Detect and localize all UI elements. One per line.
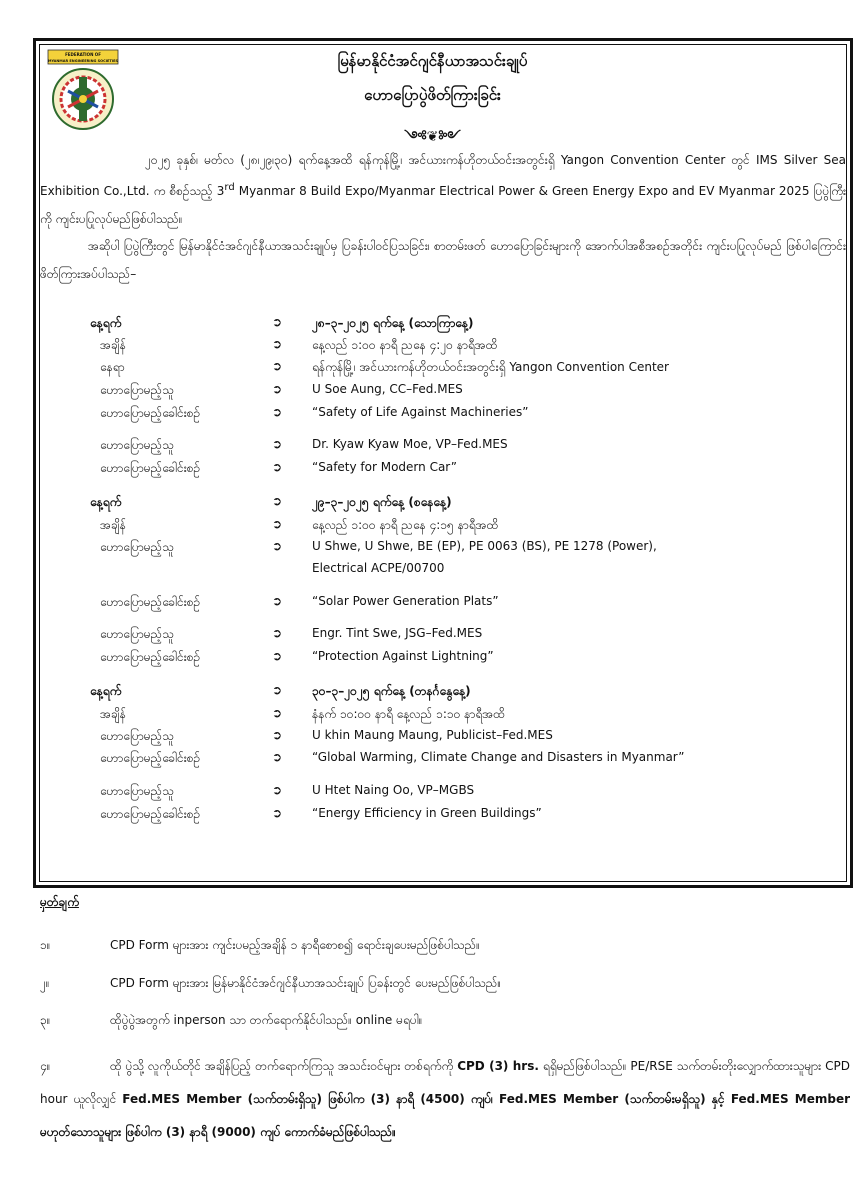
schedule-value: နေ့လည် ၁:၀၀ နာရီ ညနေ ၄:၂၀ နာရီအထိ xyxy=(312,338,498,352)
arrow-icon: ➲ xyxy=(272,683,283,697)
schedule-label: ဟောပြောမည့်ခေါင်းစဉ် xyxy=(100,595,201,609)
arrow-icon: ➲ xyxy=(272,750,283,764)
schedule-row xyxy=(0,806,865,828)
schedule-label: ဟောပြောမည့်သူ xyxy=(100,540,174,554)
schedule-value: Engr. Tint Swe, JSG–Fed.MES xyxy=(312,626,483,640)
schedule-label: နေ့ရက် xyxy=(90,684,122,698)
schedule-row xyxy=(0,683,865,705)
schedule-value: “Solar Power Generation Plats” xyxy=(312,594,499,608)
schedule-value: U Htet Naing Oo, VP–MGBS xyxy=(312,783,475,797)
schedule-label: ဟောပြောမည့်သူ xyxy=(100,438,174,452)
schedule-label: ဟောပြောမည့်ခေါင်းစဉ် xyxy=(100,751,201,765)
ornament-divider: ༺❦༻ xyxy=(404,129,461,145)
notes-title: မှတ်ချက် xyxy=(40,895,79,909)
schedule-row xyxy=(0,382,865,404)
schedule-value: ၃၀–၃–၂၀၂၅ ရက်နေ့ (တနင်္ဂနွေနေ့) xyxy=(312,684,471,698)
schedule-row xyxy=(0,460,865,482)
schedule-value: U Shwe, U Shwe, BE (EP), PE 0063 (BS), PE 1278 (Power), xyxy=(312,539,657,553)
arrow-icon: ➲ xyxy=(272,806,283,820)
schedule-label: ဟောပြောမည့်သူ xyxy=(100,784,174,798)
schedule-label: ဟောပြောမည့်သူ xyxy=(100,627,174,641)
arrow-icon: ➲ xyxy=(272,539,283,553)
schedule-row xyxy=(0,315,865,337)
arrow-icon: ➲ xyxy=(272,460,283,474)
note-number: ၃။ xyxy=(40,1013,51,1027)
schedule-label: ဟောပြောမည့်ခေါင်းစဉ် xyxy=(100,461,201,475)
schedule-value: ၂၈–၃–၂၀၂၅ ရက်နေ့ (သောကြာနေ့) xyxy=(312,316,474,330)
schedule-value: “Global Warming, Climate Change and Disasters in Myanmar” xyxy=(312,750,685,764)
schedule-label: ဟောပြောမည့်ခေါင်းစဉ် xyxy=(100,807,201,821)
schedule-label: ဟောပြောမည့်သူ xyxy=(100,729,174,743)
title-line-2: ဟောပြောပွဲဖိတ်ကြားခြင်း xyxy=(364,86,501,104)
schedule-row xyxy=(0,539,865,561)
schedule-row xyxy=(0,706,865,728)
schedule-row xyxy=(0,626,865,648)
schedule-label: နေရာ xyxy=(100,360,125,374)
note-number: ၄။ xyxy=(40,1059,51,1073)
schedule-row xyxy=(0,359,865,381)
schedule-row xyxy=(0,337,865,359)
arrow-icon: ➲ xyxy=(272,783,283,797)
schedule-value: U khin Maung Maung, Publicist–Fed.MES xyxy=(312,728,553,742)
arrow-icon: ➲ xyxy=(272,337,283,351)
schedule-row xyxy=(0,494,865,516)
arrow-icon: ➲ xyxy=(272,728,283,742)
note-number: ၁။ xyxy=(40,938,51,952)
schedule-row xyxy=(0,517,865,539)
schedule-row xyxy=(0,783,865,805)
schedule-label: အချိန် xyxy=(100,338,126,352)
arrow-icon: ➲ xyxy=(272,437,283,451)
arrow-icon: ➲ xyxy=(272,315,283,329)
intro-paragraph-2: အဆိုပါ ပြပွဲကြီးတွင် မြန်မာနိုင်ငံအင်ဂျင်နီယာအသင်းချုပ်မှ ပြခန်းပါဝင်ပြသခြင်း၊ စာတမ်းဖတ် ဟောပြောခြင်းများကို အောက်ပါအစီအစဉ်အတိုင်း ကျင်းပပြုလုပ်မည် ဖြစ်ပါကြောင်း ဖိတ်ကြားအပ်ပါသည်– xyxy=(40,239,846,281)
note-text: CPD Form များအား ကျင်းပမည့်အချိန် ၁ နာရီစောစ၍ ရောင်းချပေးမည်ဖြစ်ပါသည်။ xyxy=(110,938,480,952)
schedule-value: Electrical ACPE/00700 xyxy=(312,561,445,575)
svg-text:FEDERATION OF: FEDERATION OF xyxy=(65,52,101,57)
schedule-label: အချိန် xyxy=(100,518,126,532)
schedule-value: ရန်ကုန်မြို့၊ အင်ယားကန်ဟိုတယ်ဝင်းအတွင်းရှိ Yangon Convention Center xyxy=(312,360,669,374)
schedule-value: နံနက် ၁၀:၀၀ နာရီ နေ့လည် ၁:၁၀ နာရီအထိ xyxy=(312,707,505,721)
arrow-icon: ➲ xyxy=(272,405,283,419)
schedule-value: “Energy Efficiency in Green Buildings” xyxy=(312,806,542,820)
schedule-value: “Safety of Life Against Machineries” xyxy=(312,405,529,419)
schedule-label: နေ့ရက် xyxy=(90,316,122,330)
schedule-value: ၂၉–၃–၂၀၂၅ ရက်နေ့ (စနေနေ့) xyxy=(312,495,452,509)
schedule-label: ဟောပြောမည့်သူ xyxy=(100,383,174,397)
schedule-row xyxy=(0,750,865,772)
schedule-label: အချိန် xyxy=(100,707,126,721)
note-text: CPD Form များအား မြန်မာနိုင်ငံအင်ဂျင်နီယာအသင်းချုပ် ပြခန်းတွင် ပေးမည်ဖြစ်ပါသည်။ xyxy=(110,976,502,990)
arrow-icon: ➲ xyxy=(272,649,283,663)
note-text: ထိုပွဲပွဲအတွက် inperson သာ တက်ရောက်နိုင်ပါသည်။ online မရပါ။ xyxy=(110,1013,423,1027)
arrow-icon: ➲ xyxy=(272,594,283,608)
schedule-row xyxy=(0,649,865,671)
arrow-icon: ➲ xyxy=(272,494,283,508)
arrow-icon: ➲ xyxy=(272,382,283,396)
schedule-value: “Safety for Modern Car” xyxy=(312,460,457,474)
arrow-icon: ➲ xyxy=(272,359,283,373)
arrow-icon: ➲ xyxy=(272,706,283,720)
arrow-icon: ➲ xyxy=(272,626,283,640)
schedule-label: ဟောပြောမည့်ခေါင်းစဉ် xyxy=(100,650,201,664)
schedule-row xyxy=(0,594,865,616)
schedule-label: နေ့ရက် xyxy=(90,495,122,509)
schedule-label: ဟောပြောမည့်ခေါင်းစဉ် xyxy=(100,406,201,420)
schedule-row xyxy=(0,437,865,459)
svg-text:MYANMAR ENGINEERING SOCIETIES: MYANMAR ENGINEERING SOCIETIES xyxy=(47,59,119,63)
note-4: ၄။ ထို ပွဲသို့ လူကိုယ်တိုင် အချိန်ပြည့် တက်ရောက်ကြသူ အသင်းဝင်များ တစ်ရက်ကို CPD (3) hrs. ရရှိမည်ဖြစ်ပါသည်။ PE/RSE သက်တမ်းတိုးလျှောက်ထားသူများ CPD hour ယူလိုလျှင် Fed.MES Member (သက်တမ်းရှိသူ) ဖြစ်ပါက (3) နာရီ (4500) ကျပ်၊ Fed.MES Member (သက်တမ်းမရှိသူ) နှင့် Fed.MES Member မဟုတ်သောသူများ ဖြစ်ပါက (3) နာရီ (9000) ကျပ် ကောက်ခံမည်ဖြစ်ပါသည်။ xyxy=(40,1050,850,1149)
schedule-value: U Soe Aung, CC–Fed.MES xyxy=(312,382,463,396)
schedule-value: “Protection Against Lightning” xyxy=(312,649,494,663)
schedule-row xyxy=(0,561,865,583)
title-line-1: မြန်မာနိုင်ငံအင်ဂျင်နီယာအသင်းချုပ် xyxy=(337,52,528,70)
intro-paragraph-1: ၂၀၂၅ ခုနှစ်၊ မတ်လ (၂၈၊၂၉၊၃၀) ရက်နေ့အထိ ရန်ကုန်မြို့၊ အင်ယားကန်ဟိုတယ်ဝင်းအတွင်းရှိ Yangon Convention Center တွင် IMS Silver Sea Exhibition Co.,Ltd. က စီစဉ်သည့် 3rd Myanmar 8 Build Expo/Myanmar Electrical Power & Green Energy Expo and EV Myanmar 2025 ပြပွဲကြီးကို ကျင်းပပြုလုပ်မည်ဖြစ်ပါသည်။ xyxy=(40,153,846,226)
schedule-value: နေ့လည် ၁:၀၀ နာရီ ညနေ ၄:၁၅ နာရီအထိ xyxy=(312,518,499,532)
schedule-row xyxy=(0,405,865,427)
schedule-value: Dr. Kyaw Kyaw Moe, VP–Fed.MES xyxy=(312,437,508,451)
note-number: ၂။ xyxy=(40,976,50,990)
schedule-row xyxy=(0,728,865,750)
arrow-icon: ➲ xyxy=(272,517,283,531)
